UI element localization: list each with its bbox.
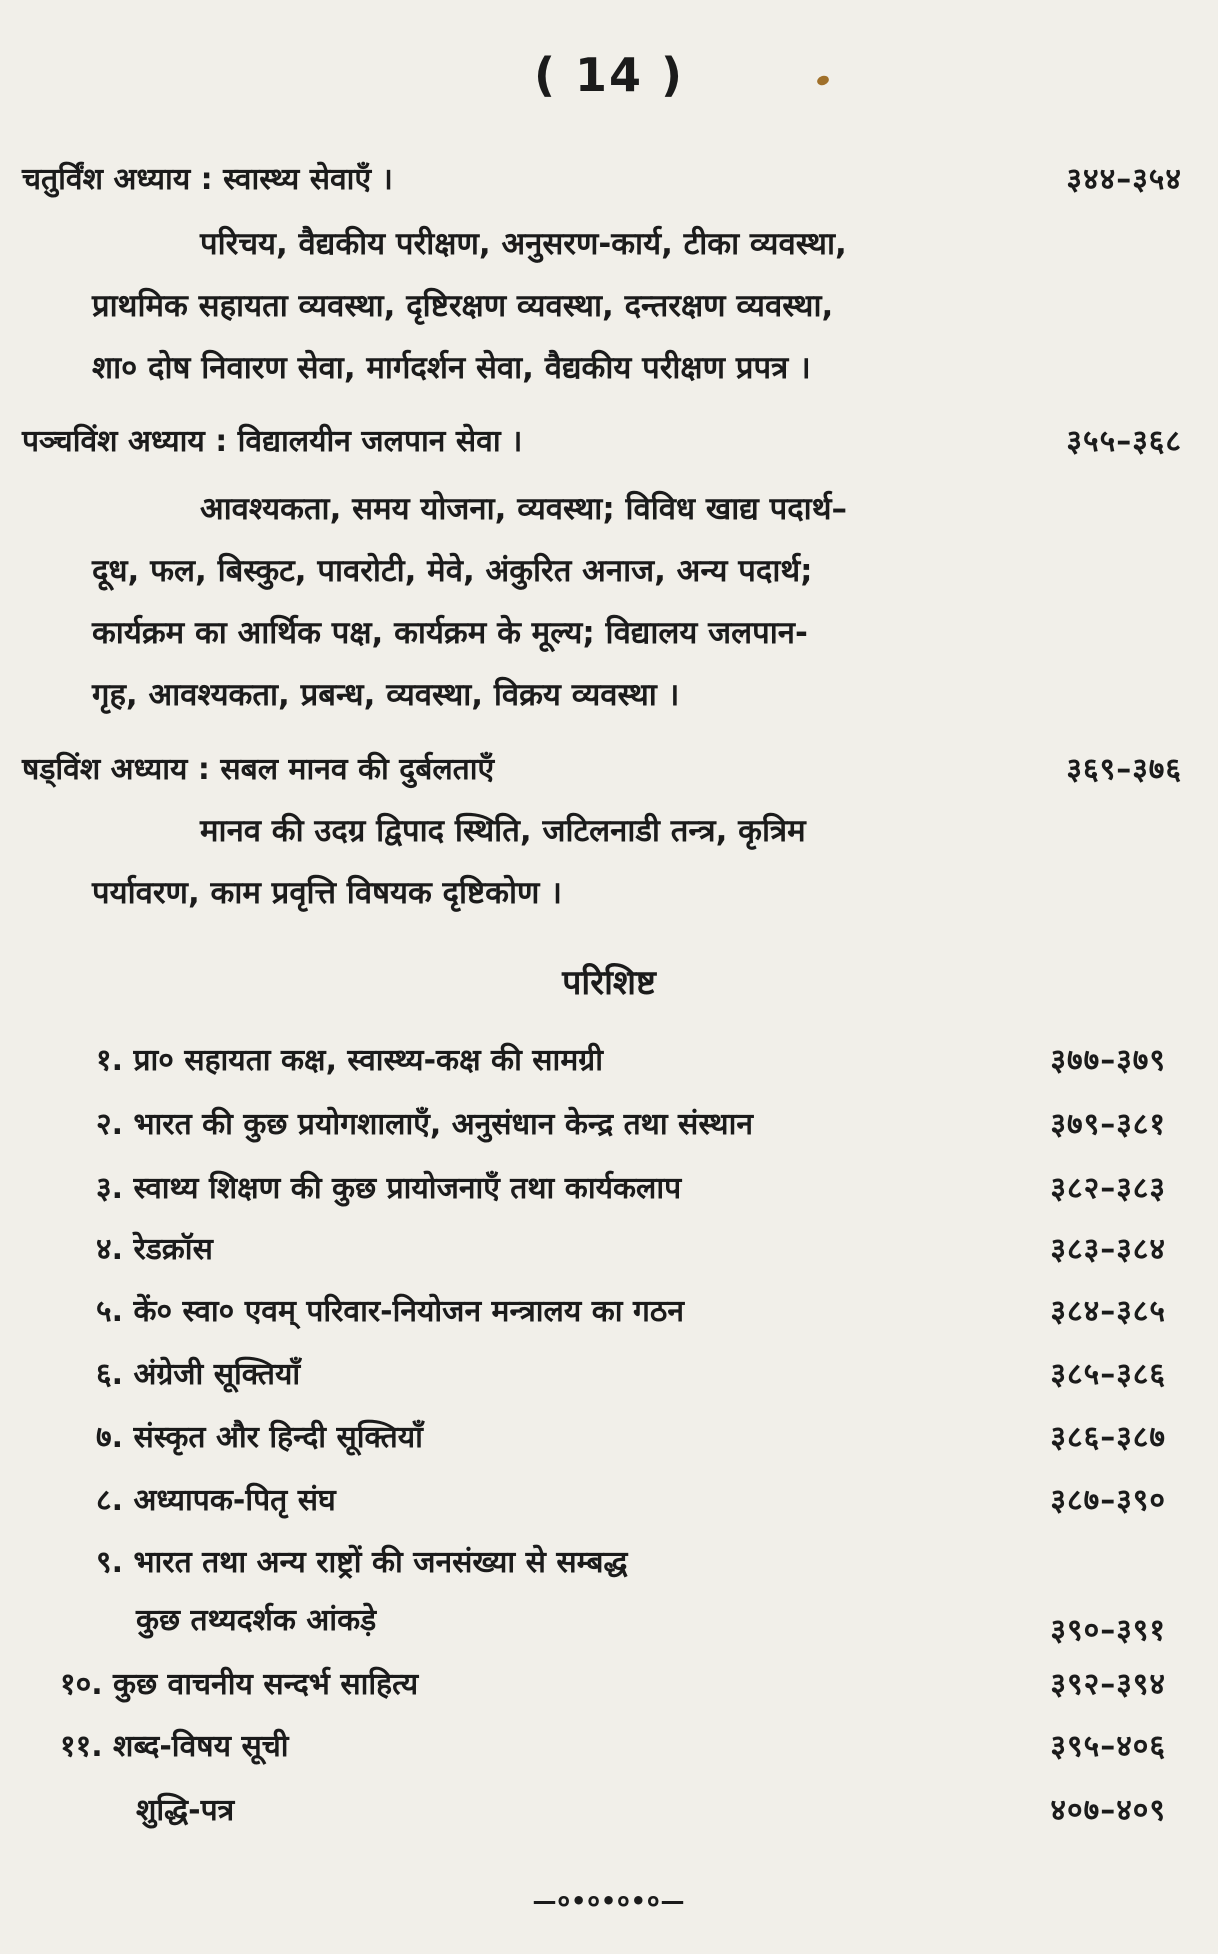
footer-ornament: —०•०•०•०—	[532, 1887, 686, 1915]
appendix-item	[96, 1413, 1166, 1463]
appendix-item-pages: ३७९–३८१	[1050, 1107, 1166, 1142]
appendix-item	[136, 1786, 1166, 1836]
appendix-item	[96, 1287, 1166, 1337]
appendix-item-label: ९. भारत तथा अन्य राष्ट्रों की जनसंख्या से सम्बद्ध	[96, 1545, 628, 1580]
topic-line: परिचय, वैद्यकीय परीक्षण, अनुसरण-कार्य, टीका व्यवस्था,	[200, 226, 847, 262]
appendix-item	[60, 1722, 1166, 1772]
page-number: ( 14 )	[533, 48, 685, 102]
appendix-item	[96, 1350, 1166, 1400]
appendix-item-pages: ३९०–३९१	[1050, 1613, 1166, 1648]
appendix-item-label: ४. रेडक्रॉस	[96, 1232, 213, 1267]
chapter-topics	[92, 213, 1112, 399]
appendix-item-label: ५. कें० स्वा० एवम् परिवार-नियोजन मन्त्रालय का गठन	[96, 1294, 684, 1329]
appendix-item-pages: ३८२–३८३	[1050, 1171, 1166, 1206]
appendix-item	[96, 1036, 1166, 1086]
chapter-entry	[22, 745, 1182, 795]
appendix-item-pages: ३८५–३८६	[1050, 1357, 1166, 1392]
chapter-entry	[22, 417, 1182, 467]
chapter-title: पञ्चविंश अध्याय : विद्यालयीन जलपान सेवा ।	[22, 424, 523, 459]
appendix-item-pages: ३९२–३९४	[1050, 1667, 1166, 1702]
appendix-item	[96, 1476, 1166, 1526]
topic-line: कार्यक्रम का आर्थिक पक्ष, कार्यक्रम के मूल्य; विद्यालय जलपान-	[92, 615, 808, 651]
appendix-item-pages: ३८७–३९०	[1050, 1483, 1166, 1518]
chapter-title: षड्विंश अध्याय : सबल मानव की दुर्बलताएँ	[22, 752, 495, 787]
appendix-item	[60, 1660, 1166, 1710]
chapter-pages: ३४४–३५४	[1066, 162, 1182, 197]
appendix-item-label: २. भारत की कुछ प्रयोगशालाएँ, अनुसंधान केन्द्र तथा संस्थान	[96, 1107, 753, 1142]
appendix-item-pages: ३९५–४०६	[1050, 1729, 1166, 1764]
appendix-item-label: ३. स्वाथ्य शिक्षण की कुछ प्रायोजनाएँ तथा कार्यकलाप	[96, 1171, 682, 1206]
chapter-entry	[22, 155, 1182, 205]
topic-line: गृह, आवश्यकता, प्रबन्ध, व्यवस्था, विक्रय व्यवस्था ।	[92, 677, 680, 713]
topic-line: मानव की उदग्र द्विपाद स्थिति, जटिलनाडी तन्त्र, कृत्रिम	[200, 813, 806, 849]
chapter-pages: ३६९–३७६	[1066, 752, 1182, 787]
appendix-item-pages: ४०७–४०९	[1050, 1793, 1166, 1828]
appendix-item	[96, 1538, 1166, 1648]
chapter-topics	[92, 800, 1112, 924]
appendix-item-label: १०. कुछ वाचनीय सन्दर्भ साहित्य	[60, 1667, 419, 1702]
topic-line: पर्यावरण, काम प्रवृत्ति विषयक दृष्टिकोण ।	[92, 875, 562, 911]
topic-line: प्राथमिक सहायता व्यवस्था, दृष्टिरक्षण व्यवस्था, दन्तरक्षण व्यवस्था,	[92, 288, 834, 324]
appendix-item-pages: ३८४–३८५	[1050, 1294, 1166, 1329]
appendix-item-label: शुद्धि-पत्र	[136, 1793, 235, 1828]
topic-line: दूध, फल, बिस्कुट, पावरोटी, मेवे, अंकुरित अनाज, अन्य पदार्थ;	[92, 553, 813, 589]
appendix-item	[96, 1225, 1166, 1275]
appendix-item-label: १. प्रा० सहायता कक्ष, स्वास्थ्य-कक्ष की सामग्री	[96, 1043, 603, 1078]
topic-line: शा० दोष निवारण सेवा, मार्गदर्शन सेवा, वैद्यकीय परीक्षण प्रपत्र ।	[92, 350, 811, 386]
chapter-title: चतुर्विंश अध्याय : स्वास्थ्य सेवाएँ ।	[22, 162, 393, 197]
appendix-item	[96, 1100, 1166, 1150]
appendix-heading: परिशिष्ट	[562, 963, 656, 1003]
chapter-topics	[92, 478, 1112, 726]
topic-line: आवश्यकता, समय योजना, व्यवस्था; विविध खाद्य पदार्थ–	[200, 491, 848, 527]
appendix-item-label: ६. अंग्रेजी सूक्तियाँ	[96, 1357, 301, 1392]
appendix-item-pages: ३८३–३८४	[1050, 1232, 1166, 1267]
chapter-pages: ३५५–३६८	[1066, 424, 1182, 459]
appendix-item-pages: ३८६–३८७	[1050, 1420, 1166, 1455]
appendix-item	[96, 1164, 1166, 1214]
appendix-item-label-continued: कुछ तथ्यदर्शक आंकड़े	[136, 1603, 377, 1638]
appendix-item-label: ८. अध्यापक-पितृ संघ	[96, 1483, 336, 1518]
appendix-item-pages: ३७७–३७९	[1050, 1043, 1166, 1078]
appendix-item-label: ७. संस्कृत और हिन्दी सूक्तियाँ	[96, 1420, 423, 1455]
appendix-item-label: ११. शब्द-विषय सूची	[60, 1729, 289, 1764]
